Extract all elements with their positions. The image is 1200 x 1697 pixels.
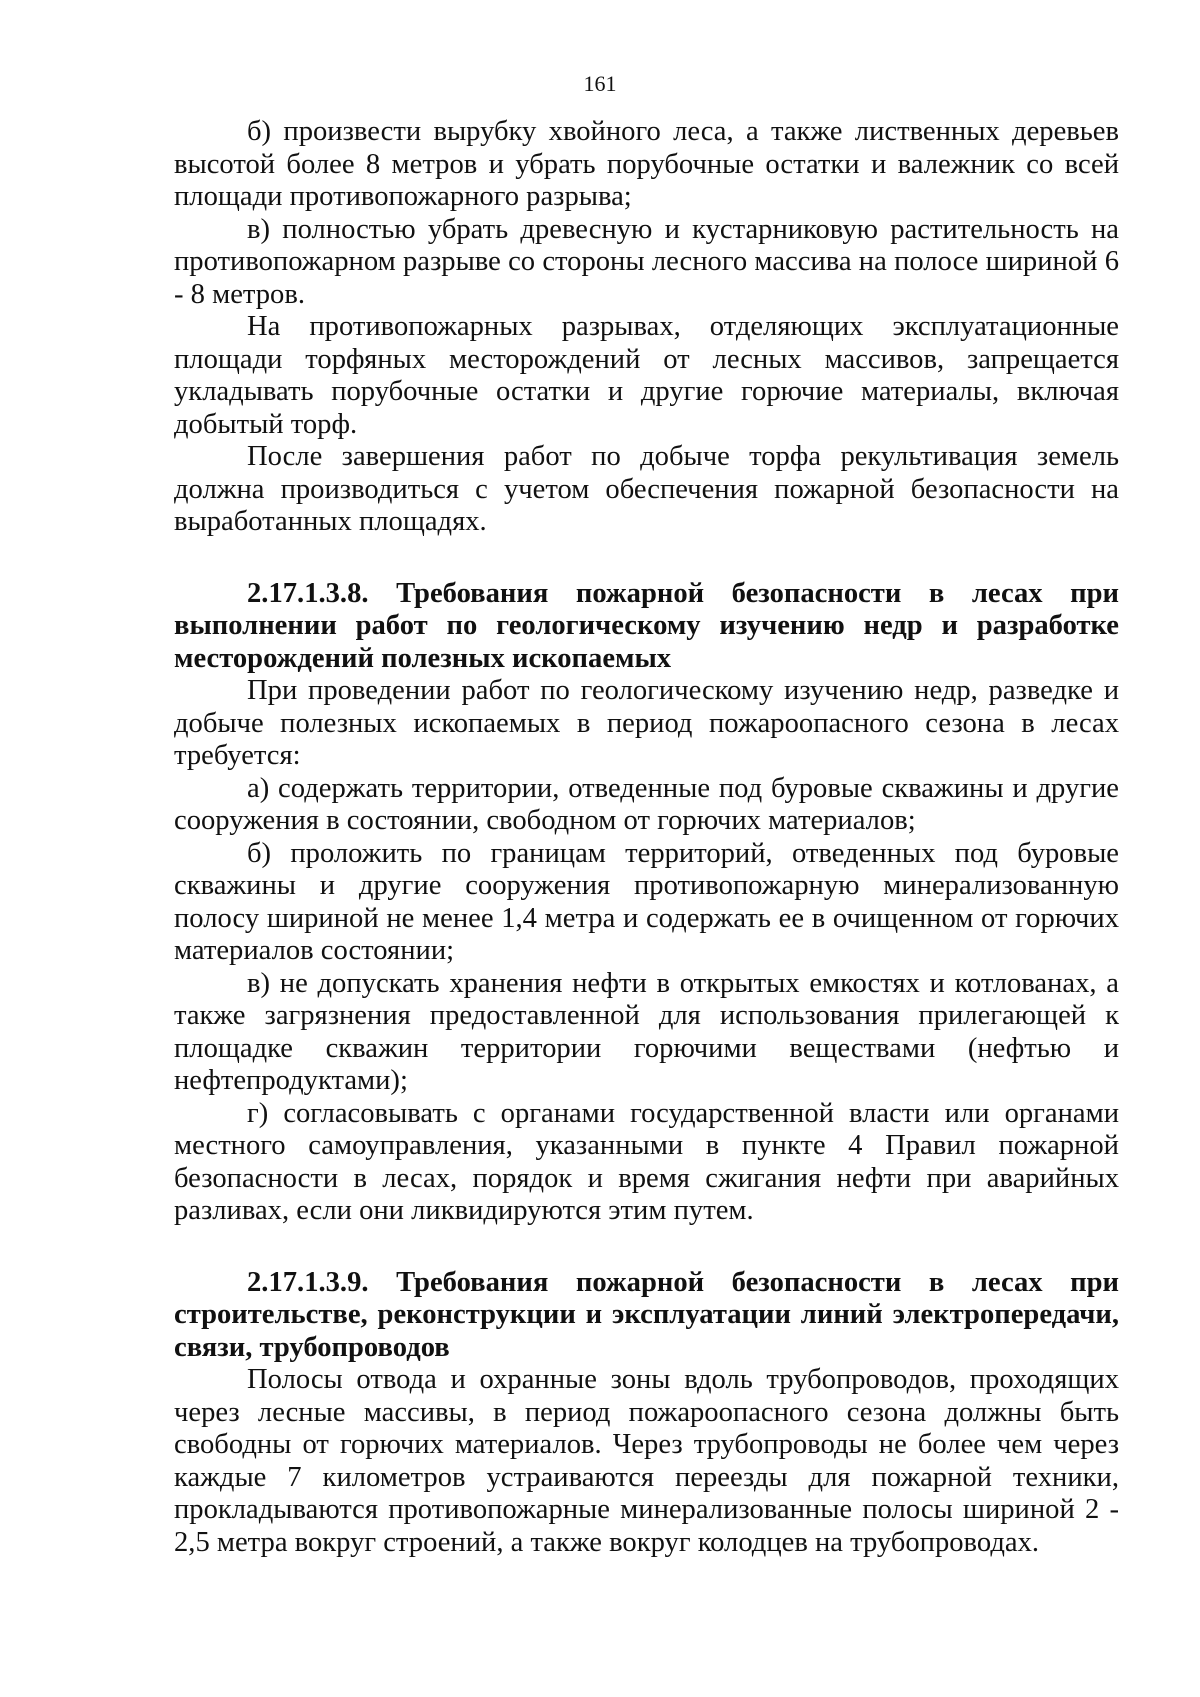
paragraph: б) произвести вырубку хвойного леса, а также лиственных деревьев высотой более 8 метров и убрать порубочные остатки и валежник со всей площади противопожарного разрыва; [174, 116, 1119, 212]
paragraph: На противопожарных разрывах, отделяющих эксплуатационные площади торфяных месторождений от лесных массивов, запрещается укладывать порубочные остатки и другие горючие материалы, включая добытый торф. [174, 311, 1119, 440]
paragraph: в) полностью убрать древесную и кустарниковую растительность на противопожарном разрыве со стороны лесного массива на полосе шириной 6 - 8 метров. [174, 213, 1119, 310]
page-number: 161 [583, 71, 617, 96]
paragraph: После завершения работ по добыче торфа рекультивация земель должна производиться с учетом обеспечения пожарной безопасности на выработанных площадях. [174, 441, 1119, 537]
paragraph: в) не допускать хранения нефти в открытых емкостях и котлованах, а также загрязнения предоставленной для использования прилегающей к площадке скважин территории горючими веществами (нефтью и нефтепродуктами); [174, 967, 1119, 1096]
section-heading: 2.17.1.3.8. Требования пожарной безопасности в лесах при выполнении работ по геологическому изучению недр и разработке месторождений полезных ископаемых [174, 577, 1119, 674]
section-heading: 2.17.1.3.9. Требования пожарной безопасности в лесах при строительстве, реконструкции и эксплуатации линий электропередачи, связи, трубопроводов [174, 1266, 1119, 1363]
section-spacer [174, 539, 1119, 578]
paragraph: а) содержать территории, отведенные под буровые скважины и другие сооружения в состоянии, свободном от горючих материалов; [174, 772, 1119, 836]
paragraph: б) проложить по границам территорий, отведенных под буровые скважины и другие сооружения противопожарную минерализованную полосу шириной не менее 1,4 метра и содержать ее в очищенном от горючих материалов состоянии; [174, 837, 1119, 966]
paragraph: г) согласовывать с органами государственной власти или органами местного самоуправления, указанными в пункте 4 Правил пожарной безопасности в лесах, порядок и время сжигания нефти при аварийных разливах, если они ликвидируются этим путем. [174, 1097, 1119, 1226]
paragraph: Полосы отвода и охранные зоны вдоль трубопроводов, проходящих через лесные массивы, в период пожароопасного сезона должны быть свободны от горючих материалов. Через трубопроводы не более чем через каждые 7 километров устраиваются переезды для пожарной техники, прокладываются противопожарные минерализованные полосы шириной 2 - 2,5 метра вокруг строений, а также вокруг колодцев на трубопроводах. [174, 1364, 1119, 1558]
section-spacer [174, 1228, 1119, 1267]
document-body [174, 116, 1119, 1559]
paragraph: При проведении работ по геологическому изучению недр, разведке и добыче полезных ископаемых в период пожароопасного сезона в лесах требуется: [174, 675, 1119, 771]
